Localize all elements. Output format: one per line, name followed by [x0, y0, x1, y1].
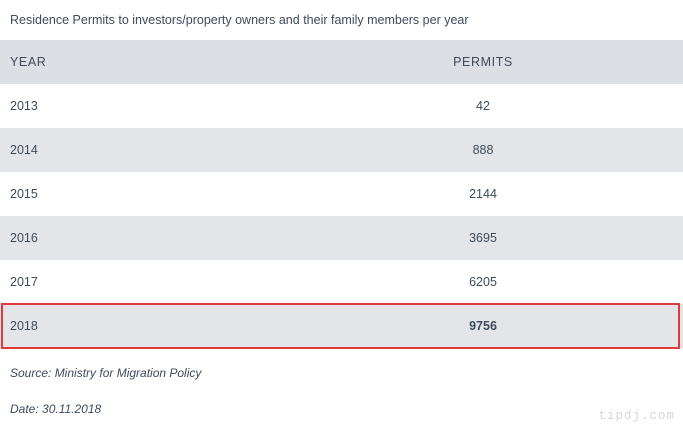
cell-year: 2016: [10, 231, 38, 246]
cell-permits: 9756: [469, 319, 497, 334]
table-row: [0, 260, 683, 304]
table-body: [0, 84, 683, 348]
table-header-row: [0, 40, 683, 84]
cell-permits: 42: [476, 99, 490, 114]
cell-permits: 888: [472, 143, 494, 158]
cell-permits: 3695: [469, 231, 497, 246]
permits-table: [0, 40, 683, 348]
cell-year: 2014: [10, 143, 38, 158]
page-title: Residence Permits to investors/property owners and their family members per year: [10, 13, 469, 27]
watermark: tipdj.com: [598, 409, 675, 423]
cell-year: 2013: [10, 99, 38, 114]
footer: [0, 348, 683, 416]
table-row: [0, 216, 683, 260]
table-row-highlighted: [0, 304, 683, 348]
cell-year: 2018: [10, 319, 38, 334]
table-row: [0, 128, 683, 172]
table-header: [0, 40, 683, 84]
cell-permits: 6205: [469, 275, 497, 290]
column-header-permits: PERMITS: [453, 55, 513, 70]
date-note: Date: 30.11.2018: [10, 402, 102, 417]
cell-year: 2015: [10, 187, 38, 202]
cell-year: 2017: [10, 275, 38, 290]
table-row: [0, 84, 683, 128]
column-header-year: YEAR: [10, 55, 47, 70]
cell-permits: 2144: [469, 187, 497, 202]
source-note: Source: Ministry for Migration Policy: [10, 366, 202, 381]
table-row: [0, 172, 683, 216]
